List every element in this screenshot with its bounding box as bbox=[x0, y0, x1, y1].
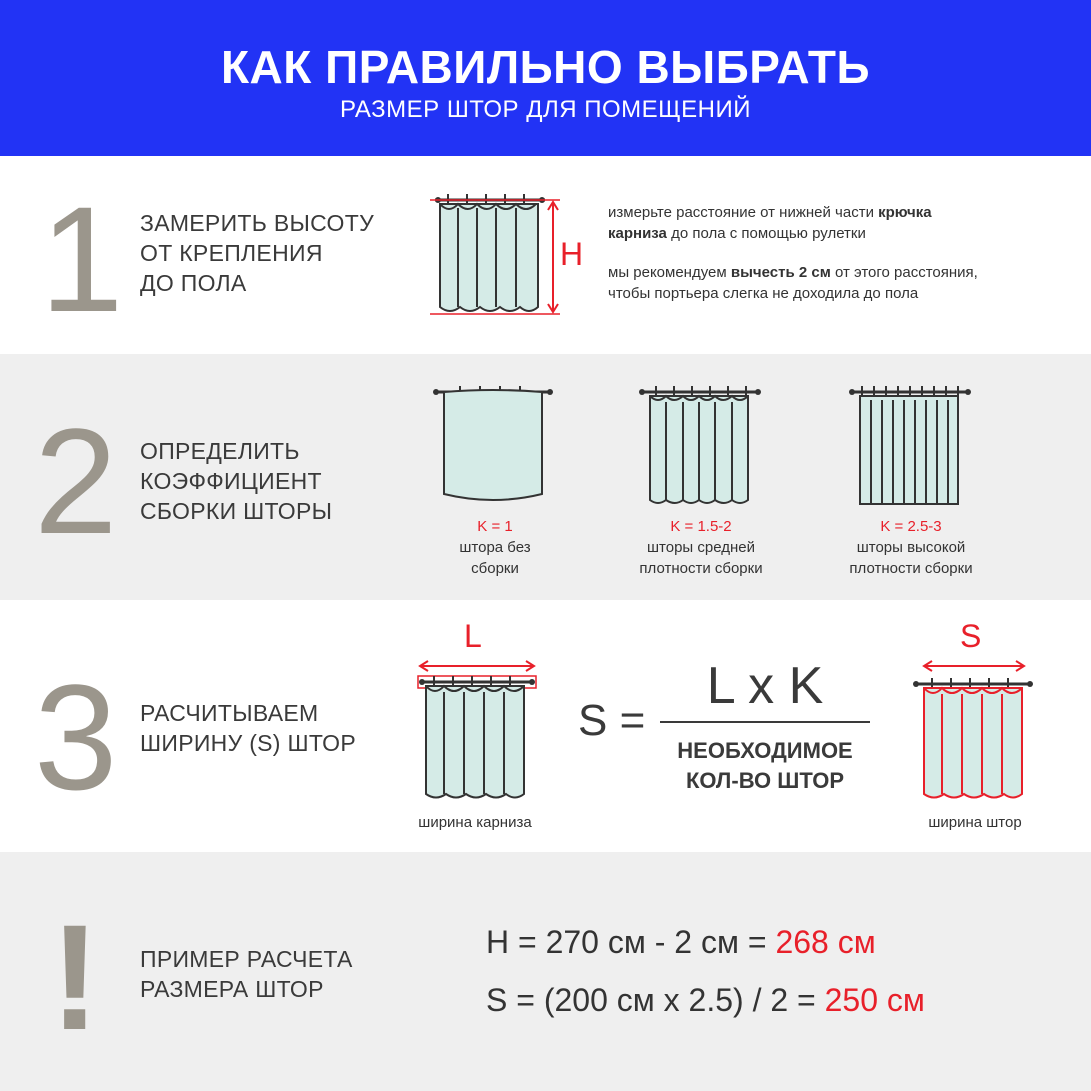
curtain-k25-icon bbox=[846, 380, 976, 510]
desc-text: от этого расстояния, bbox=[830, 264, 978, 281]
k1-caption bbox=[410, 516, 580, 579]
curtain-height-icon bbox=[430, 186, 570, 326]
k-value: K = 1 bbox=[477, 518, 513, 535]
step2-title-line: ОПРЕДЕЛИТЬ bbox=[140, 438, 300, 464]
k15-caption bbox=[606, 516, 796, 579]
exclamation-mark: ! bbox=[50, 893, 100, 1061]
header-banner bbox=[0, 0, 1091, 156]
step2-band bbox=[0, 354, 1091, 600]
curtain-width-caption: ширина штор bbox=[928, 814, 1022, 831]
caption-line: шторы высокой bbox=[856, 539, 966, 556]
step3-number: 3 bbox=[34, 653, 118, 821]
curtain-k15-icon bbox=[636, 380, 766, 510]
step3-title-line: РАСЧИТЫВАЕМ bbox=[140, 700, 319, 726]
step2-title-line: СБОРКИ ШТОРЫ bbox=[140, 498, 333, 524]
height-label: H bbox=[560, 236, 584, 272]
calc-expr: S = (200 см x 2.5) / 2 = bbox=[486, 982, 825, 1018]
page-title: КАК ПРАВИЛЬНО ВЫБРАТЬ bbox=[220, 41, 871, 93]
calc-result: 250 см bbox=[824, 982, 925, 1018]
desc-text: мы рекомендуем bbox=[608, 264, 731, 281]
curtain-k1-icon bbox=[430, 380, 560, 510]
calc-width bbox=[486, 982, 925, 1019]
width-s-label: S bbox=[960, 618, 982, 654]
desc-text: чтобы портьера слегка не доходила до пола bbox=[608, 285, 919, 302]
step1-title bbox=[140, 208, 374, 298]
formula-lhs: S = bbox=[578, 696, 646, 745]
caption-line: штора без bbox=[459, 539, 531, 556]
caption-line: плотности сборки bbox=[849, 560, 973, 577]
k25-caption bbox=[816, 516, 1006, 579]
step1-title-line: ДО ПОЛА bbox=[140, 270, 247, 296]
caption-line: сборки bbox=[471, 560, 519, 577]
fraction-line bbox=[660, 721, 870, 723]
formula-denominator bbox=[650, 736, 880, 796]
desc-text: до пола с помощью рулетки bbox=[666, 225, 866, 242]
k-value: K = 1.5-2 bbox=[670, 518, 732, 535]
denominator-line: НЕОБХОДИМОЕ bbox=[677, 738, 853, 763]
desc-bold: карниза bbox=[608, 225, 667, 242]
rod-width-caption: ширина карниза bbox=[418, 814, 532, 831]
calc-height bbox=[486, 924, 876, 961]
step1-title-line: ЗАМЕРИТЬ ВЫСОТУ bbox=[140, 210, 374, 236]
step1-desc-1 bbox=[608, 202, 1068, 244]
step1-number: 1 bbox=[40, 175, 124, 343]
step4-band bbox=[0, 852, 1091, 1091]
curtain-width-icon bbox=[908, 658, 1048, 808]
step4-title-line: РАЗМЕРА ШТОР bbox=[140, 976, 324, 1002]
caption-line: шторы средней bbox=[647, 539, 755, 556]
desc-bold: вычесть 2 см bbox=[730, 264, 831, 281]
denominator-line: КОЛ-ВО ШТОР bbox=[685, 768, 845, 793]
step2-title bbox=[140, 436, 332, 526]
curtain-rod-width-icon bbox=[410, 658, 550, 808]
step3-title-line: ШИРИНУ (S) ШТОР bbox=[140, 730, 356, 756]
step3-band bbox=[0, 600, 1091, 852]
step2-title-line: КОЭФФИЦИЕНТ bbox=[140, 468, 322, 494]
step4-title bbox=[140, 944, 353, 1004]
step2-number: 2 bbox=[34, 397, 118, 565]
desc-text: измерьте расстояние от нижней части bbox=[608, 204, 879, 221]
formula-numerator: L x K bbox=[706, 657, 824, 715]
step3-title bbox=[140, 698, 356, 758]
step1-desc-2 bbox=[608, 262, 1068, 304]
k-value: K = 2.5-3 bbox=[880, 518, 942, 535]
calc-expr: H = 270 см - 2 см = bbox=[486, 924, 776, 960]
step4-title-line: ПРИМЕР РАСЧЕТА bbox=[140, 946, 353, 972]
calc-result: 268 см bbox=[775, 924, 876, 960]
desc-bold: крючка bbox=[878, 204, 932, 221]
page-subtitle: РАЗМЕР ШТОР ДЛЯ ПОМЕЩЕНИЙ bbox=[340, 96, 751, 123]
step1-band bbox=[0, 156, 1091, 354]
step1-title-line: ОТ КРЕПЛЕНИЯ bbox=[140, 240, 323, 266]
caption-line: плотности сборки bbox=[639, 560, 763, 577]
width-l-label: L bbox=[464, 618, 482, 654]
